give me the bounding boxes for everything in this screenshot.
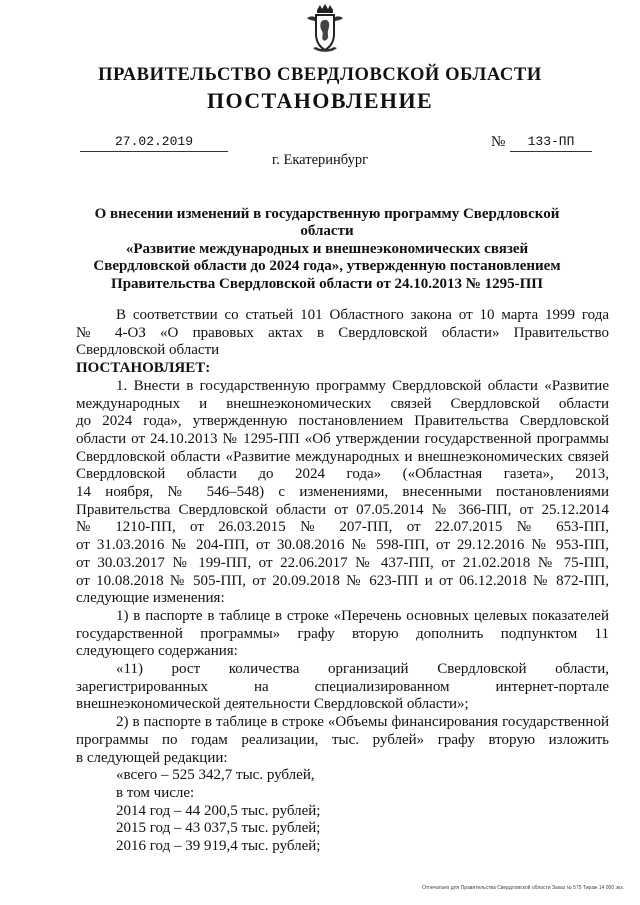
body-line: 14 ноября, № 546–548) с изменениями, внесенными постановлениями bbox=[76, 484, 609, 501]
decree-date: 27.02.2019 bbox=[80, 134, 228, 152]
body-line: в следующей редакции: bbox=[76, 749, 228, 766]
body-line: программы по годам реализации, тыс. рублей» графу вторую изложить bbox=[76, 731, 609, 748]
body-line: Свердловской области «Развитие международных и внешнеэкономических связей bbox=[76, 448, 609, 465]
title-line: Правительства Свердловской области от 24.10.2013 № 1295-ПП bbox=[111, 275, 543, 292]
print-footer: Отпечатано для Правительства Свердловской области Заказ № 575 Тираж 14 000 экз. bbox=[422, 885, 624, 891]
body-line: следующие изменения: bbox=[76, 590, 225, 607]
number-sign: № bbox=[491, 134, 506, 150]
decree-heading: ПОСТАНОВЛЯЕТ: bbox=[76, 360, 211, 377]
body-line: 2014 год – 44 200,5 тыс. рублей; bbox=[116, 802, 321, 819]
body-line: 2015 год – 43 037,5 тыс. рублей; bbox=[116, 820, 321, 837]
body-line: № 4-ОЗ «О правовых актах в Свердловской области» Правительство bbox=[76, 324, 609, 341]
body-line: 1. Внести в государственную программу Свердловской области «Развитие bbox=[116, 377, 609, 394]
city: г. Екатеринбург bbox=[271, 152, 369, 168]
decree-number: 133-ПП bbox=[510, 134, 592, 152]
body-line: от 10.08.2018 № 505-ПП, от 20.09.2018 № 623-ПП и от 06.12.2018 № 872-ПП, bbox=[76, 572, 609, 589]
body-line: «11) рост количества организаций Свердловской области, bbox=[116, 661, 609, 678]
decree-body bbox=[76, 307, 609, 856]
title-line: О внесении изменений в государственную программу Свердловской области bbox=[94, 206, 560, 240]
body-line: следующего содержания: bbox=[76, 643, 238, 660]
body-line: внешнеэкономической деятельности Свердловской области»; bbox=[76, 696, 469, 713]
body-line: до 2024 года», утвержденную постановлением Правительства Свердловской bbox=[76, 413, 609, 430]
body-line: Свердловской области до 2024 года» («Областная газета», 2013, bbox=[76, 466, 609, 483]
coat-of-arms-icon bbox=[303, 4, 347, 56]
body-line: Свердловской области bbox=[76, 342, 220, 359]
body-line: от 31.03.2016 № 204-ПП, от 30.08.2016 № 598-ПП, от 29.12.2016 № 953-ПП, bbox=[76, 537, 609, 554]
body-line: 1) в паспорте в таблице в строке «Перечень основных целевых показателей bbox=[116, 607, 609, 624]
body-line: зарегистрированных на специализированном интернет-портале bbox=[76, 678, 609, 695]
decree-title bbox=[76, 206, 578, 293]
organization-title: ПРАВИТЕЛЬСТВО СВЕРДЛОВСКОЙ ОБЛАСТИ bbox=[98, 65, 542, 85]
body-line: государственной программы» графу вторую дополнить подпунктом 11 bbox=[76, 625, 609, 642]
title-line: «Развитие международных и внешнеэкономических связей bbox=[125, 240, 529, 257]
body-line: № 1210-ПП, от 26.03.2015 № 207-ПП, от 22.07.2015 № 653-ПП, bbox=[76, 519, 609, 536]
body-line: «всего – 525 342,7 тыс. рублей, bbox=[116, 767, 315, 784]
document-type: ПОСТАНОВЛЕНИЕ bbox=[206, 88, 434, 113]
body-line: В соответствии со статьей 101 Областного закона от 10 марта 1999 года bbox=[116, 307, 609, 323]
body-line: 2) в паспорте в таблице в строке «Объемы финансирования государственной bbox=[116, 714, 609, 731]
title-line: Свердловской области до 2024 года», утвержденную постановлением bbox=[93, 258, 561, 275]
body-line: 2016 год – 39 919,4 тыс. рублей; bbox=[116, 838, 321, 855]
body-line: от 30.03.2017 № 199-ПП, от 22.06.2017 № 437-ПП, от 21.02.2018 № 75-ПП, bbox=[76, 554, 609, 571]
body-line: Правительства Свердловской области от 07.05.2014 № 366-ПП, от 25.12.2014 bbox=[76, 501, 609, 518]
body-line: в том числе: bbox=[116, 784, 195, 801]
body-line: области от 24.10.2013 № 1295-ПП «Об утверждении государственной программы bbox=[76, 430, 609, 447]
body-line: международных и внешнеэкономических связей Свердловской области bbox=[76, 395, 609, 412]
